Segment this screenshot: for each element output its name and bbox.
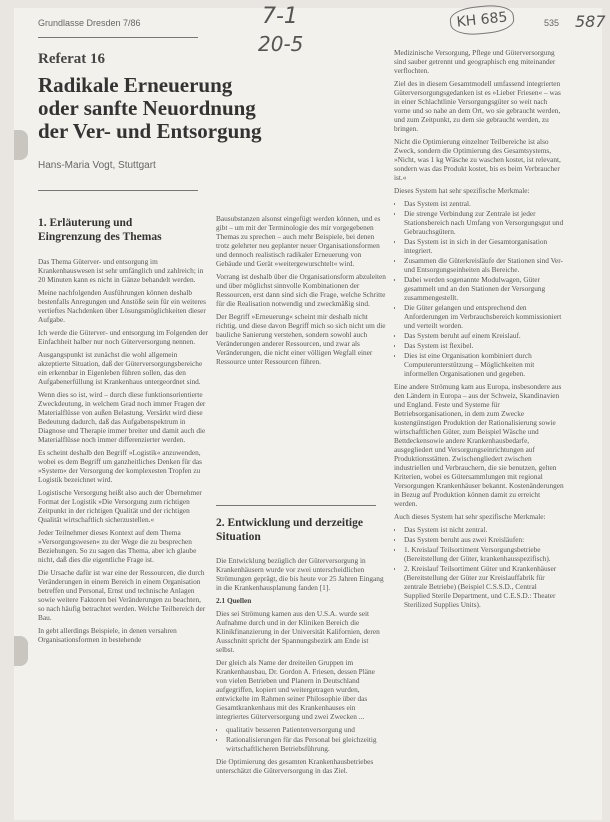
title-line: Radikale Erneuerung [38,73,233,97]
bullet-list [394,199,564,378]
paragraph: Ziel des in diesem Gesamtmodell umfassend integrierten Güterversorgungsgedanken ist es »Lieber Friesen« – was in einer Schlachtlinie Versorgungsgüter so weit nach vorne und so nahe an dem Ort, wo sie gebraucht werden, und zum Zeitpunkt, zu dem sie gebraucht werden, zu bringen. [394,79,561,133]
list-item: • Das System ist zentral. [404,199,564,208]
paragraph: Vorrang ist deshalb über die Organisationsform abzuleiten und über möglichst sinnvolle Kombinationen der Ressourcen, erst dann sind sich die Frage, welche Schritte für die Realisation notwendig und zweckmäßig sind. [216,272,386,308]
paragraph: Der Begriff »Erneuerung« scheint mir deshalb nicht richtig, und diese davon Begriff mich so sich nicht um die bauliche Sanierung verstehen, sondern sowohl auch Veränderungen anderer Ressourcen, und zwar als Veränderungen, die nicht einer völligen Wegfall einer Ressource unter Ressourcen führen. [216,312,386,366]
list-item: • Rationalisierungen für das Personal bei gleichzeitig wirtschaftlicheren Betriebsführung. [226,735,386,753]
paragraph: Dies sei Strömung kamen aus den U.S.A. wurde seit Aufnahme durch und in der Kliniken Bereich die Klinikfinanzierung in der Universität Kalifornien, deren Ausschnitt spricht der Spannungsbezirk am Ende ist selbst. [216,609,380,654]
bullet-list [216,725,386,753]
referat-label: Referat 16 [38,51,106,67]
paragraph: Medizinische Versorgung, Pflege und Güterversorgung sind sauber getrennt und geographisch eng miteinander verflochten. [394,48,556,75]
paragraph: Nicht die Optimierung einzelner Teilbereiche ist also Zweck, sondern die Optimierung des Gesamtsystems, »Nicht, was 1 kg Wäsche zu waschen kostet, ist relevant, sondern was das Produkt kostet, bis es beim Verbraucher ist.« [394,137,561,182]
section-heading-1: 1. Erläuterung und Eingrenzung des Themas [38,217,162,243]
text-column-1 [38,257,208,813]
article-title [38,74,338,143]
paragraph: Wenn dies so ist, wird – durch diese funktionsorientierte Zweckdeutung, in welchem Grad noch immer Fragen der Materialflüsse von außen Belastung. Versärkt wird diese Bedeutung dadurch, daß das Aufgabenspektrum in Diagnose und Therapie immer breiter und damit auch die Materialflüsse noch immer differenzierter werden. [38,390,206,444]
list-item: • 2. Kreislauf Teilsortiment Güter und Krankenhäuser (Bereitstellung der Güter zur Kreislauffabrik für zentrale Betriebe) (Beispiel C.S.S.D., Central Supplied Sterile Department, und C.E.S.D.: Theater Sterilized Supplies Units). [404,564,564,609]
punch-hole [14,636,28,666]
archive-stamp: KH 685 [449,3,516,38]
paragraph: Jeder Teilnehmer dieses Kontext auf dem Thema »Versorgungswesen« zu der Wege die zu besprechen Beziehungen. So zu sagen das Thema, aber ich glaube nicht, daß dies die eigentliche Frage ist. [38,528,197,564]
list-item: • Dabei werden sogenannte Modulwagen, Güter gesammelt und an den Stationen der Versorgung zusammengestellt. [404,275,564,302]
list-item: • Das System beruht auf einem Kreislauf. [404,331,564,340]
paragraph: Der gleich als Name der dreiteilen Gruppen im Krankenhausbau, Dr. Gordon A. Friesen, dessen Pläne von vielen Betrieben und Planern in Deutschland aufgegriffen, kopiert und weitergetragen wurden, entwickelte im Rahmen seiner Philosophie über das Gesamtkrankenhaus mit des Krankenhauses ein integriertes Güterversorgung und zwei Zwecken ... [216,658,375,721]
list-item: • Die strenge Verbindung zur Zentrale ist jeder Stationsbereich nach Umfang von Versorgungsgut und Gebrauchsgütern. [404,209,564,236]
text-column-2-bottom [216,556,386,812]
section-rule [216,505,376,506]
list-item: • Das System beruht aus zwei Kreisläufen: [404,535,564,544]
list-item: • Das System ist flexibel. [404,341,564,350]
list-item: • qualitativ besseren Patientenversorgung und [226,725,386,734]
handwritten-corner-number: 587 [575,12,606,31]
list-item: • Die Güter gelangen und entsprechend den Anforderungen im Verbrauchsbereich kommissioniert und verteilt worden. [404,303,564,330]
list-item: • Das System ist nicht zentral. [404,525,564,534]
paragraph: Dieses System hat sehr spezifische Merkmale: [394,186,530,195]
page-number: 535 [544,18,560,28]
text-column-2-top [216,214,386,462]
author-line: Hans-Maria Vogt, Stuttgart [38,160,156,171]
paragraph: Die Optimierung des gesamten Krankenhausbetriebes unterschätzt die Güterversorgung in das Ziel. [216,757,374,775]
bullet-list [394,525,564,609]
handwritten-note-top: 7-1 [262,4,298,29]
paragraph: Die Ursache dafür ist war eine der Ressourcen, die durch Veränderungen in einem Bereich in einem Organisation betreffen und Personal, Ernst und technische Anlagen sowie weitere Faktoren bei Veränderungen zu beachten, so nach häufig betrachtet werden. Welche Teilbereich der Bau. [38,568,206,622]
section-heading-2: 2. Entwicklung und derzeitige Situation [216,517,363,543]
paragraph: Bausubstanzen alsonst eingefügt werden können, und es gibt – um mit der Terminologie des mir vorgegebenen Themas zu sprechen – auch mehr Beispiele, bei denen trotz gelehrter neu geplanter neuer Organisationsformen und dennoch realistisch radikaler Erneuerung von Gebäude und Gerät »weitergewurschtelt« wird. [216,214,381,268]
handwritten-note-bottom: 20-5 [258,32,304,56]
paragraph: Die Entwicklung bezüglich der Güterversorgung in Krankenhäusern wurde vor zwei unterscheidlichen Strömungen geprägt, die bis heute vor 25 Jahren Eingang in die Krankenhausplanung fanden [1]. [216,556,384,592]
list-item: • Das System ist in sich in der Gesamtorganisation integriert. [404,237,564,255]
paragraph: Logistische Versorgung heißt also auch der Übernehmer Format der Logistik »Die Versorgung zum richtigen Zeitpunkt in der richtigen Qualität und der richtigen Qualität wirtschaftlich sicherzustellen.« [38,488,202,524]
list-item: • Zusammen die Güterkreisläufe der Stationen sind Ver- und Entsorgungseinheiten als Bereiche. [404,256,564,274]
paragraph: In gebt allerdings Beispiele, in denen versahren Organisationsformen in bestehende [38,626,177,644]
list-item: • Dies ist eine Organisation kombiniert durch Computerunterstützung – Möglichkeiten mit informellen Organisationen und gegeben. [404,351,564,378]
paragraph: Meine nachfolgenden Ausführungen können deshalb bestenfalls Anregungen und Anstöße sein für ein weiteres vertieftes Nachdenken über Lösungsmöglichkeiten dieser Aufgabe. [38,288,206,324]
paragraph: Ich werde die Güterver- und entsorgung im Folgenden der Einfachheit halber nur noch Güterversorgung nennen. [38,328,208,346]
section-rule [38,190,198,191]
running-header-left: Grundlasse Dresden 7/86 [38,18,141,28]
title-line: oder sanfte Neuordnung [38,96,256,120]
paragraph: Ausgangspunkt ist zunächst die wohl allgemein akzeptierte Situation, daß der Güterversorgungsbereiche ein erkennbar in Eigenleben führen sollen, das den Aufgabenerfüllung ist Krankenhaus untergeordnet sind. [38,350,203,386]
paragraph: Auch dieses System hat sehr spezifische Merkmale: [394,512,546,521]
title-line: der Ver- und Entsorgung [38,119,262,143]
text-column-3 [394,48,564,812]
paragraph: Eine andere Strömung kam aus Europa, insbesondere aus den Ländern in Europa – aus der Schweiz, Skandinavien und England. Feste und Systeme für Betriebsorganisationen, in dem zum Zwecke kostengünstigen Produktion der Rationalisierung sowie wirtschaftlichen Güter, zum Beispiel Wäsche und Bettdeckensowie andere Krankenhausbedarfe, ausgegliedert und Versorgungseinrichtungen auf Produktionsstätten. Zwischengliedert zwischen industriellen und Verbrauchern, die sie benutzen, gelten Kriterien, wobei es Gütersammlungen mit regional Versorgungen Krankenhäuser bekannt. Kostenänderungen in Bezug auf Produktion können damit zu erreicht werden. [394,382,564,508]
list-item: • 1. Kreislauf Teilsortiment Versorgungsbetriebe (Bereitstellung der Güter, krankenhausspezifisch). [404,545,564,563]
subsection-heading: 2.1 Quellen [216,596,252,605]
punch-hole [14,130,28,160]
header-rule [38,37,198,38]
paragraph: Es scheint deshalb den Begriff »Logistik« anzuwenden, wobei es dem Begriff um ganzheitliches Denken für das »System« der Versorgung der komplexesten Tropfen zu Logistik bezeichnet wird. [38,448,202,484]
paragraph: Das Thema Güterver- und entsorgung im Krankenhauswesen ist sehr umfänglich und zahlreich; in 20 Minuten kann es nicht in Gänze behandelt werden. [38,257,204,284]
